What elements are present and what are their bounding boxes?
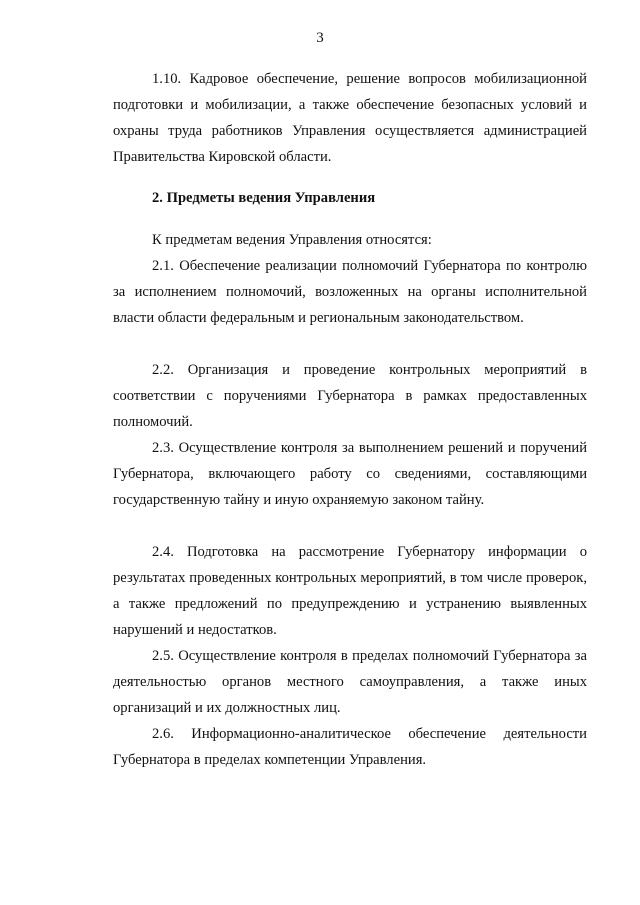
section-intro: К предметам ведения Управления относятся: <box>152 232 432 248</box>
page-number: 3 <box>316 30 324 46</box>
item-2-1: 2.1. Обеспечение реализации полномочий Губернатора по контролю за исполнением полномочий, возложенных на органы исполнительной власти области федеральным и региональным законодательством. <box>113 258 587 326</box>
item-2-3: 2.3. Осуществление контроля за выполнением решений и поручений Губернатора, включающего работу со сведениями, составляющими государственную тайну и иную охраняемую законом тайну. <box>113 440 587 508</box>
item-2-5: 2.5. Осуществление контроля в пределах полномочий Губернатора за деятельностью органов местного самоуправления, а также иных организаций и их должностных лиц. <box>113 648 587 716</box>
item-2-4: 2.4. Подготовка на рассмотрение Губернатору информации о результатах проведенных контрольных мероприятий, в том числе проверок, а также предложений по предупреждению и устранению выявленных нарушений и недостатков. <box>113 544 587 638</box>
section-heading: 2. Предметы ведения Управления <box>152 190 376 206</box>
item-2-6: 2.6. Информационно-аналитическое обеспечение деятельности Губернатора в пределах компетенции Управления. <box>113 726 587 768</box>
item-2-2: 2.2. Организация и проведение контрольных мероприятий в соответствии с поручениями Губернатора в рамках предоставленных полномочий. <box>113 362 587 430</box>
paragraph-1-10: 1.10. Кадровое обеспечение, решение вопросов мобилизационной подготовки и мобилизации, а также обеспечение безопасных условий и охраны труда работников Управления осуществляется администрацией Правительства Кировской области. <box>113 71 587 165</box>
